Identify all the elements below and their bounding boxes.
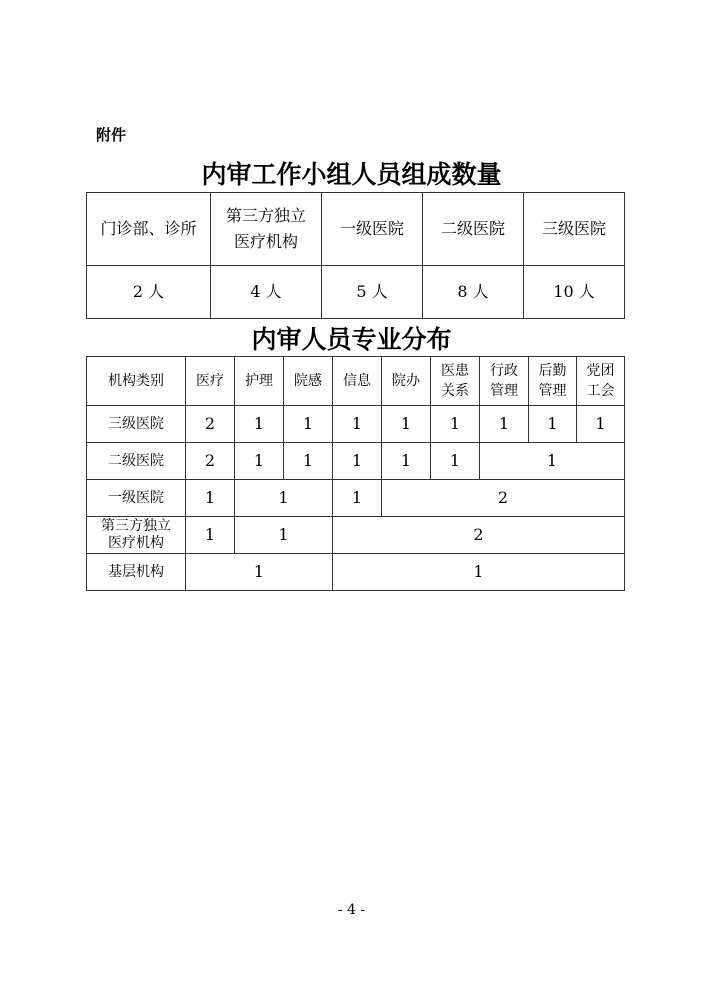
value-cell: 1	[577, 406, 625, 443]
table-row	[87, 443, 625, 480]
value-cell: 1	[333, 480, 382, 517]
staff-count-table	[86, 192, 625, 319]
value-cell: 1	[284, 406, 333, 443]
attachment-label: 附件	[96, 126, 127, 144]
header-cell: 行政 管理	[480, 357, 529, 406]
header-cell: 医患 关系	[431, 357, 480, 406]
value-cell: 1	[431, 443, 480, 480]
table-row	[87, 517, 625, 554]
value-cell: 1	[186, 480, 235, 517]
table-row	[87, 554, 625, 591]
value-cell: 1	[235, 443, 284, 480]
value-cell: 1	[431, 406, 480, 443]
value-cell: 2	[186, 443, 235, 480]
table-header-row	[87, 357, 625, 406]
header-cell: 二级医院	[423, 193, 524, 266]
header-cell: 护理	[235, 357, 284, 406]
value-cell: 2	[382, 480, 625, 517]
value-cell: 1	[333, 554, 625, 591]
value-cell: 1	[529, 406, 577, 443]
row-label: 三级医院	[87, 406, 186, 443]
value-cell: 5 人	[322, 266, 423, 319]
value-cell: 1	[235, 480, 333, 517]
value-cell: 1	[382, 406, 431, 443]
value-cell: 1	[480, 443, 625, 480]
table1-title: 内审工作小组人员组成数量	[201, 160, 502, 189]
value-cell: 4 人	[211, 266, 322, 319]
value-cell: 1	[333, 443, 382, 480]
value-cell: 2 人	[87, 266, 211, 319]
value-cell: 10 人	[524, 266, 625, 319]
table-header-row	[87, 193, 625, 266]
value-cell: 1	[480, 406, 529, 443]
header-cell: 机构类别	[87, 357, 186, 406]
table-row	[87, 266, 625, 319]
header-cell: 三级医院	[524, 193, 625, 266]
value-cell: 1	[333, 406, 382, 443]
header-cell: 院感	[284, 357, 333, 406]
row-label: 第三方独立 医疗机构	[87, 517, 186, 554]
row-label: 二级医院	[87, 443, 186, 480]
header-cell: 后勤 管理	[529, 357, 577, 406]
value-cell: 1	[284, 443, 333, 480]
value-cell: 1	[235, 406, 284, 443]
header-cell: 门诊部、诊所	[87, 193, 211, 266]
page-number: - 4 -	[337, 902, 366, 918]
header-cell: 党团 工会	[577, 357, 625, 406]
table-row	[87, 480, 625, 517]
header-cell: 信息	[333, 357, 382, 406]
header-cell: 一级医院	[322, 193, 423, 266]
header-cell: 医疗	[186, 357, 235, 406]
table-row	[87, 406, 625, 443]
value-cell: 1	[235, 517, 333, 554]
value-cell: 1	[186, 517, 235, 554]
value-cell: 1	[382, 443, 431, 480]
value-cell: 1	[186, 554, 333, 591]
value-cell: 8 人	[423, 266, 524, 319]
table2-title: 内审人员专业分布	[251, 325, 452, 354]
header-cell: 院办	[382, 357, 431, 406]
value-cell: 2	[333, 517, 625, 554]
header-cell: 第三方独立 医疗机构	[211, 193, 322, 266]
row-label: 基层机构	[87, 554, 186, 591]
value-cell: 2	[186, 406, 235, 443]
row-label: 一级医院	[87, 480, 186, 517]
staff-specialty-table	[86, 356, 625, 591]
